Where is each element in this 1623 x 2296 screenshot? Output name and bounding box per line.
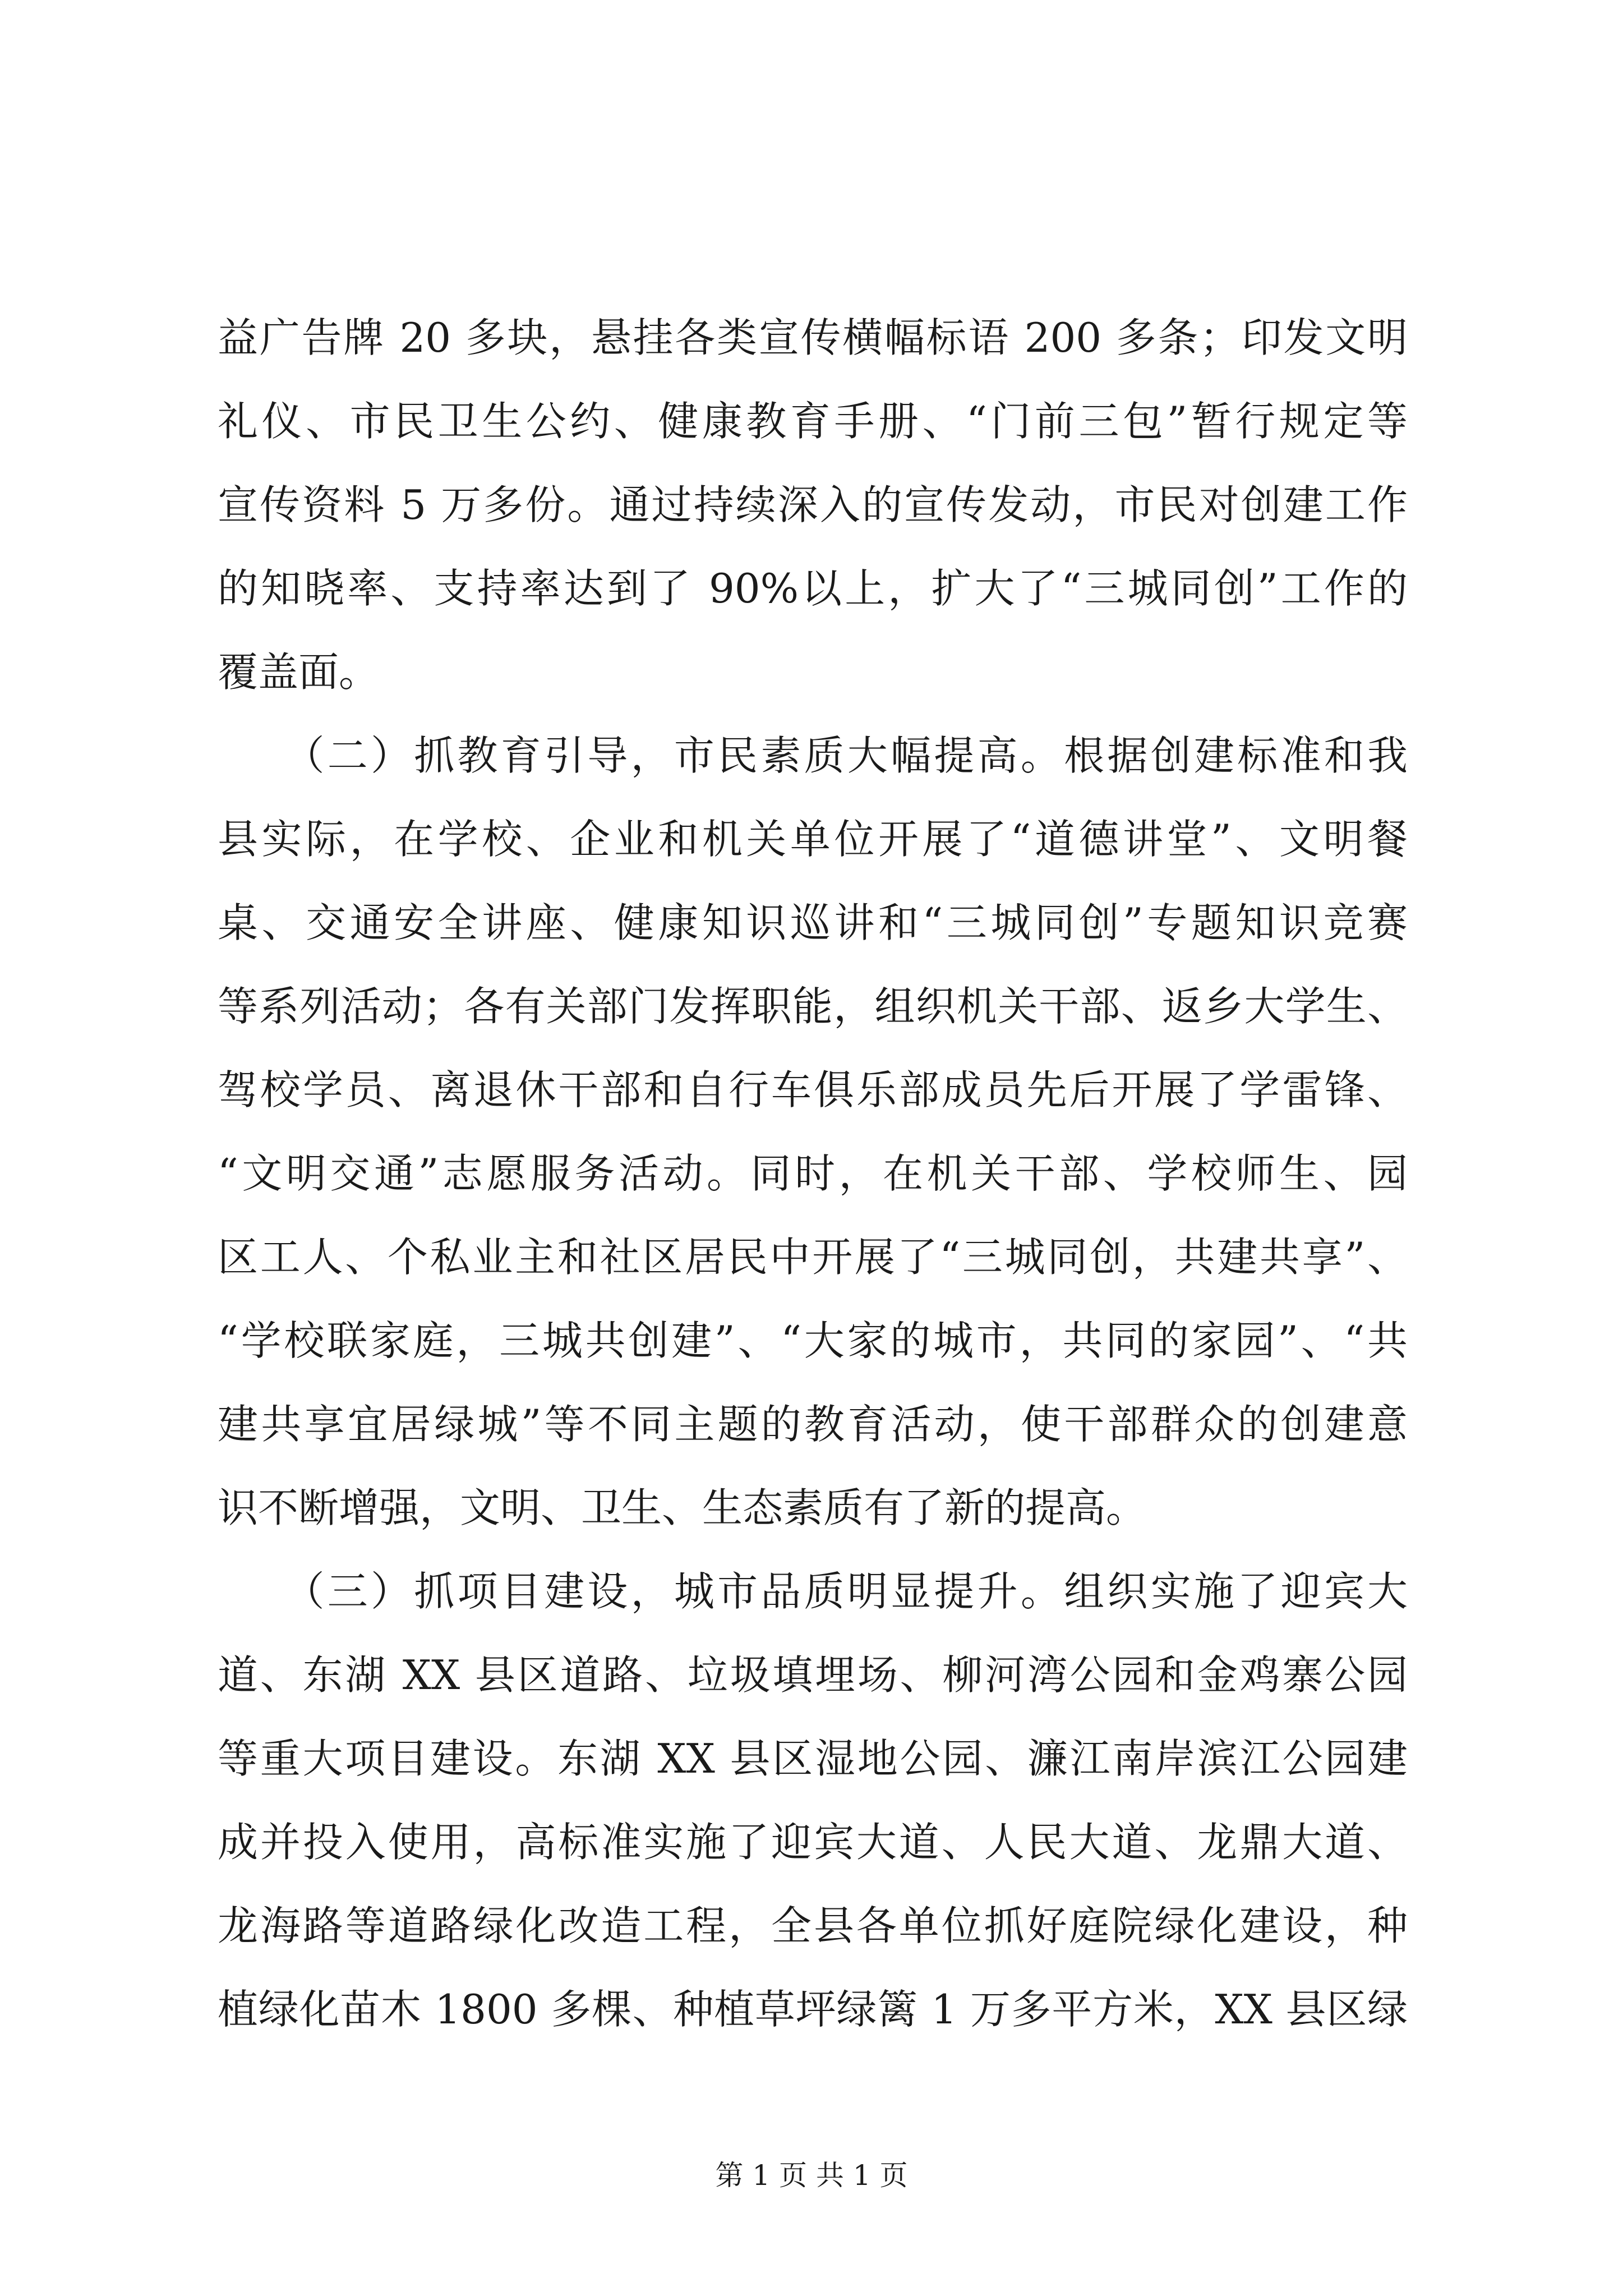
text-line: 的知晓率、支持率达到了 90%以上，扩大了“三城同创”工作的 <box>218 565 1408 612</box>
text-line: 道、东湖 XX 县区道路、垃圾填埋场、柳河湾公园和金鸡寨公园 <box>218 1651 1408 1699</box>
page-footer: 第 1 页 共 1 页 <box>715 2159 908 2192</box>
paragraph <box>218 296 1408 714</box>
paragraph <box>218 1550 1408 2051</box>
text-line: 益广告牌 20 多块，悬挂各类宣传横幅标语 200 多条；印发文明 <box>218 314 1408 361</box>
text-line: 等系列活动；各有关部门发挥职能，组织机关干部、返乡大学生、 <box>218 983 1408 1030</box>
text-line: “学校联家庭，三城共创建”、“大家的城市，共同的家园”、“共 <box>218 1317 1408 1364</box>
text-line: 建共享宜居绿城”等不同主题的教育活动，使干部群众的创建意 <box>218 1401 1408 1448</box>
paragraph <box>218 714 1408 1550</box>
text-line: 覆盖面。 <box>218 648 380 696</box>
text-line: 县实际，在学校、企业和机关单位开展了“道德讲堂”、文明餐 <box>218 816 1408 863</box>
text-line: 植绿化苗木 1800 多棵、种植草坪绿篱 1 万多平方米，XX 县区绿 <box>218 1986 1408 2033</box>
text-line: 龙海路等道路绿化改造工程，全县各单位抓好庭院绿化建设，种 <box>218 1902 1408 1949</box>
text-line: 桌、交通安全讲座、健康知识巡讲和“三城同创”专题知识竞赛 <box>218 899 1408 946</box>
text-line: 宣传资料 5 万多份。通过持续深入的宣传发动，市民对创建工作 <box>218 481 1408 528</box>
text-line: （二）抓教育引导，市民素质大幅提高。根据创建标准和我 <box>218 732 1408 779</box>
document-body <box>218 296 1408 2051</box>
text-line: “文明交通”志愿服务活动。同时，在机关干部、学校师生、园 <box>218 1150 1408 1197</box>
text-line: （三）抓项目建设，城市品质明显提升。组织实施了迎宾大 <box>218 1568 1408 1615</box>
text-line: 等重大项目建设。东湖 XX 县区湿地公园、濂江南岸滨江公园建 <box>218 1735 1408 1782</box>
text-line: 驾校学员、离退休干部和自行车俱乐部成员先后开展了学雷锋、 <box>218 1066 1408 1114</box>
text-line: 礼仪、市民卫生公约、健康教育手册、“门前三包”暂行规定等 <box>218 398 1408 445</box>
text-line: 成并投入使用，高标准实施了迎宾大道、人民大道、龙鼎大道、 <box>218 1819 1408 1866</box>
text-line: 识不断增强，文明、卫生、生态素质有了新的提高。 <box>218 1484 1147 1531</box>
text-line: 区工人、个私业主和社区居民中开展了“三城同创，共建共享”、 <box>218 1234 1408 1281</box>
